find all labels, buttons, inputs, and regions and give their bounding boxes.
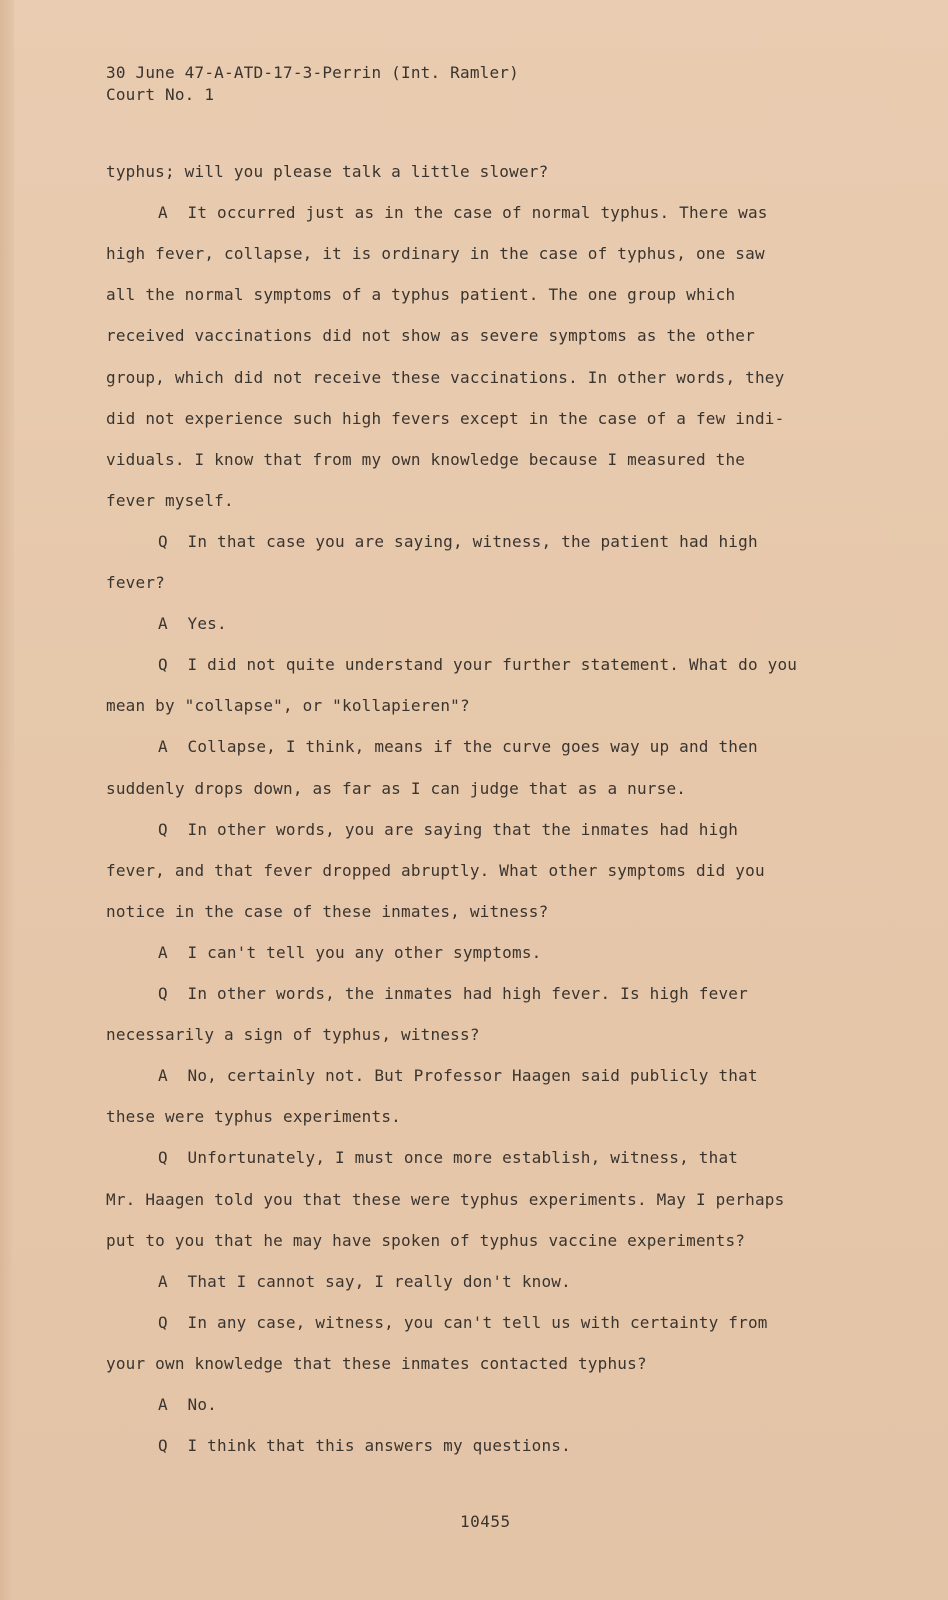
transcript-line: did not experience such high fevers except in the case of a few indi-	[106, 408, 785, 428]
transcript-line: Q Unfortunately, I must once more establish, witness, that	[158, 1148, 739, 1168]
header-reference-line: 30 June 47-A-ATD-17-3-Perrin (Int. Ramler)	[106, 63, 519, 82]
transcript-line: necessarily a sign of typhus, witness?	[106, 1025, 480, 1045]
transcript-line: typhus; will you please talk a little slower?	[106, 162, 549, 181]
transcript-line: Q In that case you are saying, witness, the patient had high	[158, 531, 758, 551]
transcript-line: fever?	[106, 573, 165, 592]
transcript-line: A Collapse, I think, means if the curve goes way up and then	[158, 737, 758, 757]
transcript-line: high fever, collapse, it is ordinary in the case of typhus, one saw	[106, 244, 765, 264]
page-number: 10455	[460, 1512, 511, 1531]
transcript-line: mean by "collapse", or "kollapieren"?	[106, 696, 470, 716]
transcript-line: A That I cannot say, I really don't know.	[158, 1271, 571, 1291]
transcript-line: A I can't tell you any other symptoms.	[158, 942, 542, 962]
paper-edge	[0, 0, 14, 1600]
transcript-line: received vaccinations did not show as severe symptoms as the other	[106, 326, 755, 346]
document-header	[106, 62, 519, 106]
transcript-line: Q I think that this answers my questions.	[158, 1436, 571, 1456]
transcript-line: Mr. Haagen told you that these were typhus experiments. May I perhaps	[106, 1189, 785, 1209]
transcript-line: all the normal symptoms of a typhus patient. The one group which	[106, 285, 736, 305]
transcript-line: put to you that he may have spoken of typhus vaccine experiments?	[106, 1230, 746, 1250]
transcript-line: A Yes.	[158, 614, 227, 634]
transcript-line: A No.	[158, 1395, 217, 1414]
transcript-line: group, which did not receive these vaccinations. In other words, they	[106, 367, 785, 387]
transcript-line: A It occurred just as in the case of normal typhus. There was	[158, 203, 768, 223]
transcript-line: viduals. I know that from my own knowledge because I measured the	[106, 449, 746, 469]
transcript-line: fever, and that fever dropped abruptly. What other symptoms did you	[106, 860, 765, 880]
transcript-line: these were typhus experiments.	[106, 1107, 401, 1127]
transcript-line: Q In any case, witness, you can't tell us with certainty from	[158, 1312, 768, 1332]
transcript-line: fever myself.	[106, 490, 234, 510]
transcript-line: A No, certainly not. But Professor Haagen said publicly that	[158, 1066, 758, 1086]
transcript-line: Q I did not quite understand your further statement. What do you	[158, 655, 798, 675]
transcript-line: your own knowledge that these inmates contacted typhus?	[106, 1353, 647, 1373]
transcript-line: suddenly drops down, as far as I can judge that as a nurse.	[106, 778, 687, 798]
transcript-line: Q In other words, you are saying that the inmates had high	[158, 819, 739, 839]
transcript-line: notice in the case of these inmates, witness?	[106, 901, 549, 921]
transcript-line: Q In other words, the inmates had high fever. Is high fever	[158, 984, 748, 1003]
header-court-line: Court No. 1	[106, 85, 215, 104]
